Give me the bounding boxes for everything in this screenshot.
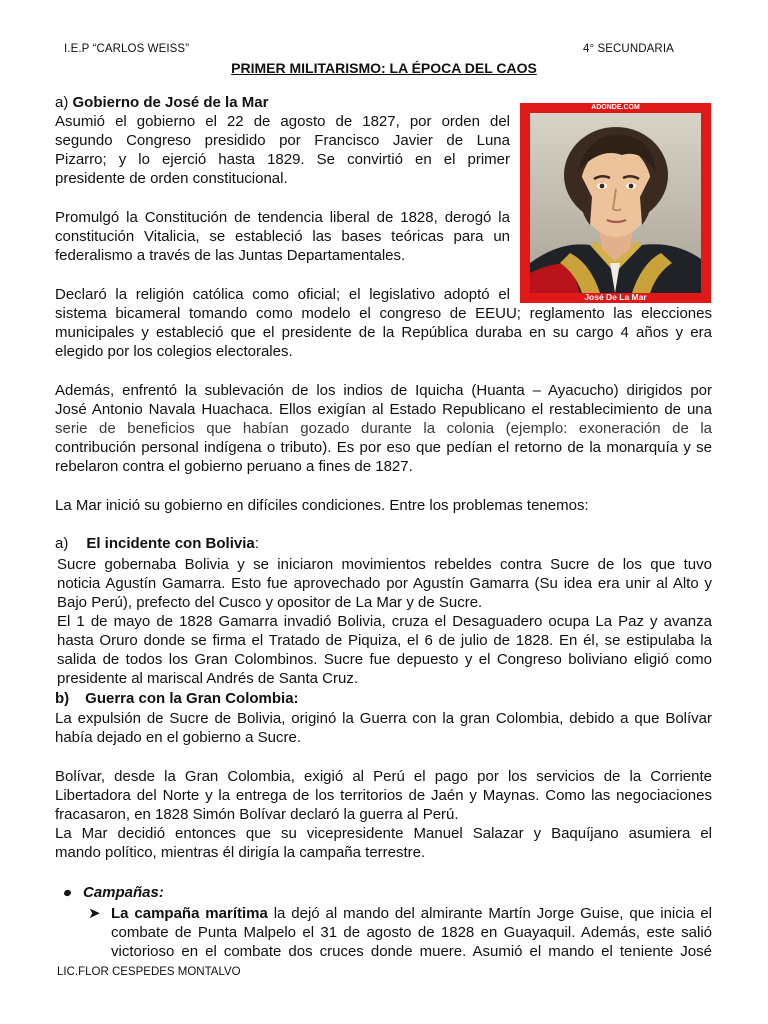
campaign-item-title: La campaña marítima [111,905,268,922]
paragraph-line: salida de todos los Gran Colombinos. Sucre fue depuesto y el Congreso boliviano eligió como [57,651,712,668]
section-heading [55,93,268,112]
paragraph-line: Asumió el gobierno el 22 de agosto de 1827, por orden del [55,113,510,130]
paragraph-line: rebelaron contra el gobierno peruano a fines de 1827. [55,458,413,475]
arrow-bullet-icon: ➤ [88,905,101,922]
paragraph-line: Declaró la religión católica como oficial; el legislativo adoptó el [55,286,510,303]
subsection-heading-colombia [55,689,299,708]
paragraph-line: presidente de orden constitucional. [55,170,288,187]
paragraph-line: El 1 de mayo de 1828 Gamarra invadió Bolivia, cruza el Desaguadero ocupa La Paz y avanza [57,613,712,630]
paragraph-line: federalismo a través de las Juntas Departamentales. [55,247,406,264]
paragraph-line: elegido por los colegios electorales. [55,343,293,360]
bullet-icon [63,889,72,897]
grade-label: 4° SECUNDARIA [583,43,674,55]
paragraph-line: mando político, mientras él dirigía la campaña terrestre. [55,844,426,861]
subsection-title: El incidente con Bolivia [86,535,255,552]
paragraph-line: hasta Oruro donde se firma el Tratado de Piquiza, el 6 de julio de 1828. En él, se estipulaba la [57,632,712,649]
paragraph-line: Bolívar, desde la Gran Colombia, exigió al Perú el pago por los servicios de la Corriente [55,768,712,785]
section-title: Gobierno de José de la Mar [72,94,269,111]
paragraph-line: Bajo Perú), prefecto del Cusco y opositor de La Mar y de Sucre. [57,594,483,611]
campaigns-title: Campañas: [83,884,164,901]
subsection-prefix: a) [55,535,69,552]
paragraph-line: había dejado en el gobierno a Sucre. [55,729,302,746]
portrait-image [520,103,711,303]
paragraph-line: Pizarro; y lo ejerció hasta 1829. Se convirtió en el primer [55,151,510,168]
footer-author: LIC.FLOR CESPEDES MONTALVO [57,966,241,978]
portrait-drawing [530,113,701,293]
paragraph-line: Además, enfrentó la sublevación de los indios de Iquicha (Huanta – Ayacucho) dirigidos por [55,382,712,399]
section-prefix: a) [55,94,73,111]
portrait-site-label: ADONDE.COM [591,104,640,111]
subsection-prefix: b) [55,690,70,707]
paragraph-line: combate de Punta Malpelo el 31 de agosto de 1828 en Guayaquil. Además, este salió [111,924,712,941]
paragraph-line: La Mar inició su gobierno en difíciles condiciones. Entre los problemas tenemos: [55,497,589,514]
page-title: PRIMER MILITARISMO: LA ÉPOCA DEL CAOS [231,60,537,76]
paragraph-line: La expulsión de Sucre de Bolivia, originó la Guerra con la gran Colombia, debido a que Bolívar [55,710,712,727]
school-name: I.E.P “CARLOS WEISS” [64,43,190,55]
campaigns-heading [64,883,164,902]
campaign-item-text: la dejó al mando del almirante Martín Jorge Guise, que inicia el [267,905,713,922]
subsection-title: Guerra con la Gran Colombia: [85,690,299,707]
paragraph-line: constitución Vitalicia, se estableció las bases teóricas para un [55,228,510,245]
paragraph-line: La Mar decidió entonces que su vicepresidente Manuel Salazar y Baquíjano asumiera el [55,825,712,842]
paragraph-line: sistema bicameral tomando como modelo el congreso de EEUU; reglamento las elecciones [55,305,712,322]
paragraph-line: serie de beneficios que habían gozado durante la colonia (ejemplo: exoneración de la [55,420,712,437]
paragraph-line: municipales y estableció que el presidente de la República duraba en su cargo 4 años y era [55,324,712,341]
paragraph-line: presidente al mariscal Andrés de Santa Cruz. [57,670,358,687]
paragraph-line: José Antonio Navala Huachaca. Ellos exigían al Estado Republicano el restablecimiento de una [55,401,712,418]
paragraph-line: segundo Congreso presidido por Francisco Javier de Luna [55,132,510,149]
paragraph-line: Sucre gobernaba Bolivia y se iniciaron movimientos rebeldes contra Sucre de los que tuvo [57,556,712,573]
campaign-item [111,904,712,923]
paragraph-line: noticia Agustín Gamarra. Esto fue aprovechado por Agustín Gamarra (Su idea era unir al Alto y [57,575,712,592]
subsection-heading-bolivia [55,534,259,553]
portrait-caption: José De La Mar [584,292,647,302]
paragraph-line: Promulgó la Constitución de tendencia liberal de 1828, derogó la [55,209,510,226]
paragraph-line: victorioso en el combate dos cruces donde muere. Asumió el mando el teniente José [111,943,712,960]
paragraph-line: fracasaron, en 1828 Simón Bolívar declaró la guerra al Perú. [55,806,459,823]
paragraph-line: Libertadora del Norte y la entrega de los territorios de Jaén y Maynas. Como las negociaciones [55,787,712,804]
subsection-colon: : [254,535,259,552]
paragraph-line: contribución personal indígena o tributo). Es por eso que pedían el retorno de la monarquía y se [55,439,712,456]
